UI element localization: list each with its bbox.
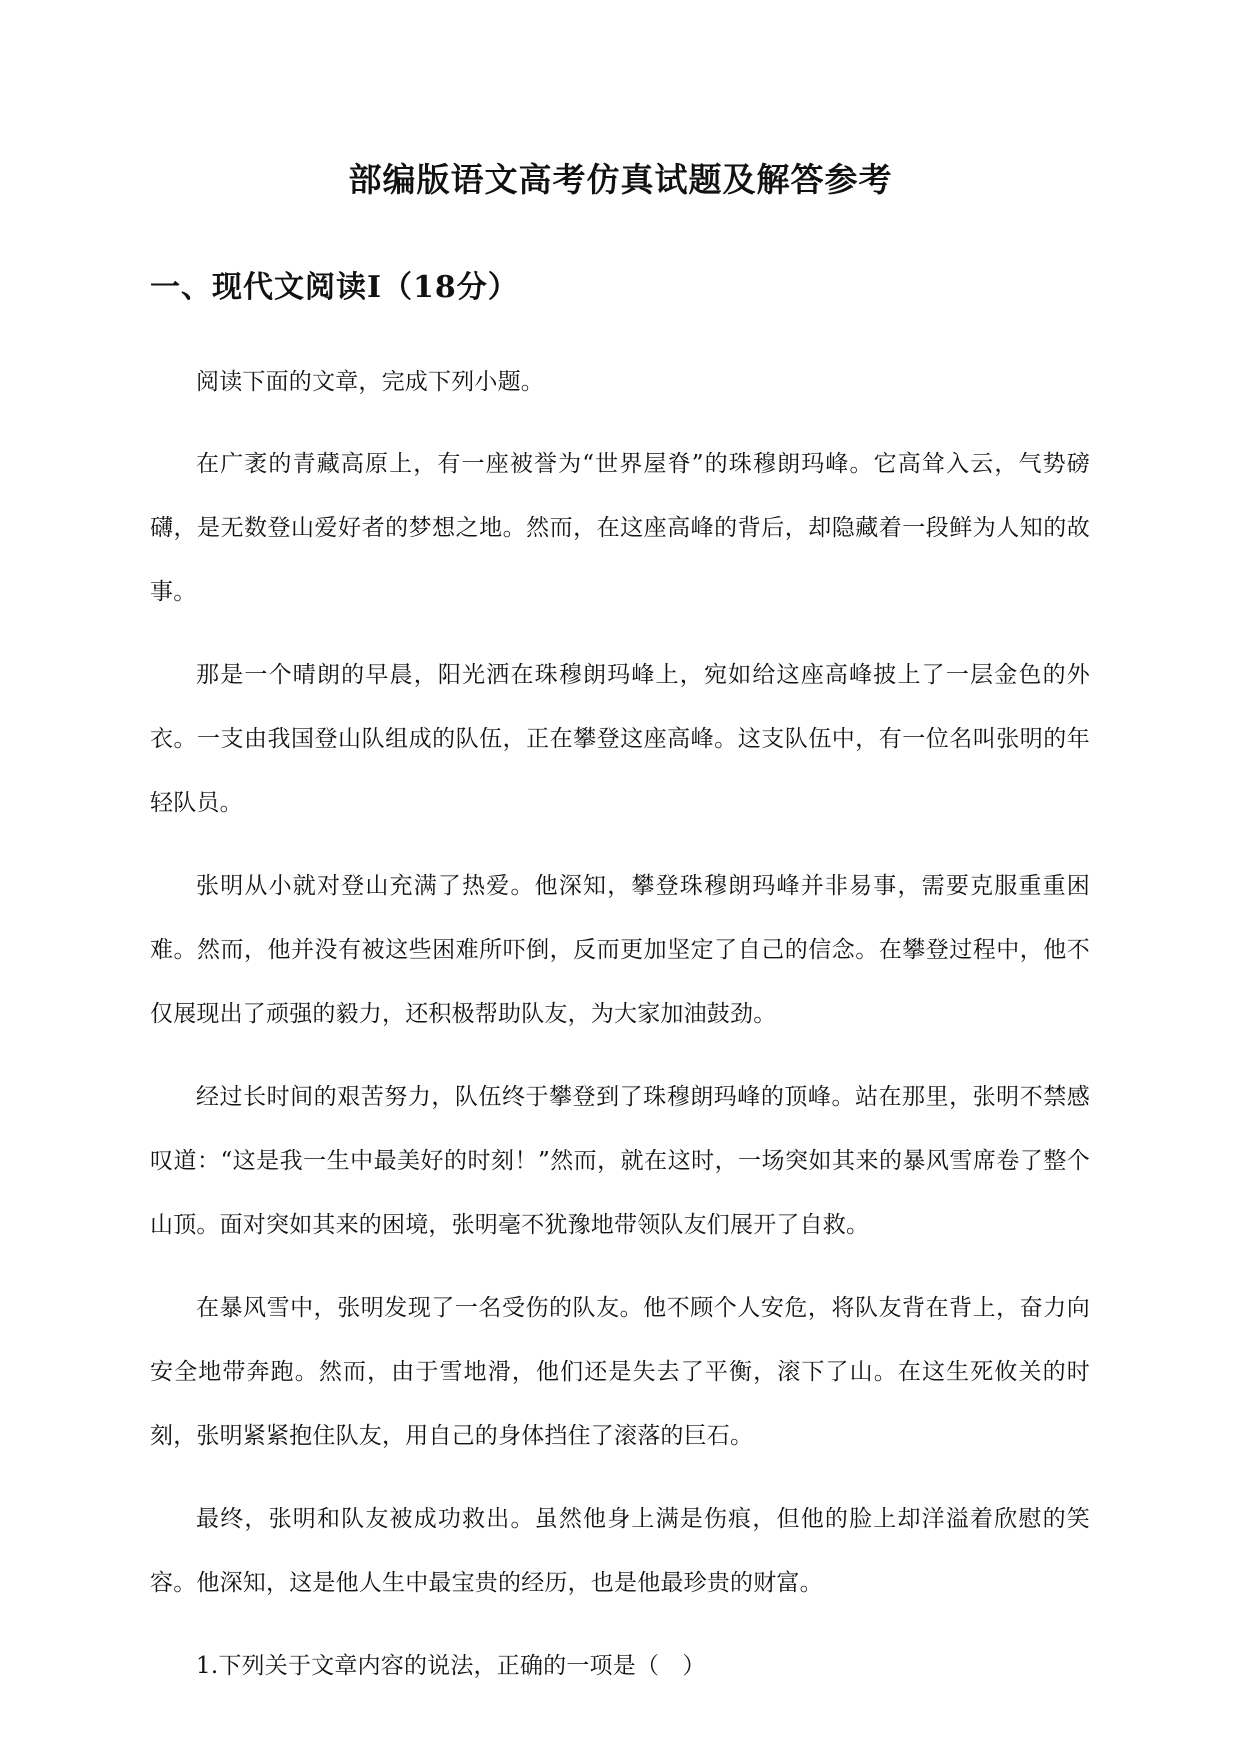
document-title: 部编版语文高考仿真试题及解答参考 [348,160,893,199]
passage-paragraph: 那是一个晴朗的早晨，阳光洒在珠穆朗玛峰上，宛如给这座高峰披上了一层金色的外衣。一支由我国登山队组成的队伍，正在攀登这座高峰。这支队伍中，有一位名叫张明的年轻队员。 [150,662,1090,816]
passage-paragraph: 在广袤的青藏高原上，有一座被誉为“世界屋脊”的珠穆朗玛峰。它高耸入云，气势磅礴，是无数登山爱好者的梦想之地。然而，在这座高峰的背后，却隐藏着一段鲜为人知的故事。 [150,451,1090,605]
passage-paragraph: 经过长时间的艰苦努力，队伍终于攀登到了珠穆朗玛峰的顶峰。站在那里，张明不禁感叹道：“这是我一生中最美好的时刻！”然而，就在这时，一场突如其来的暴风雪席卷了整个山顶。面对突如其来的困境，张明毫不犹豫地带领队友们展开了自救。 [150,1084,1090,1238]
passage-paragraph: 最终，张明和队友被成功救出。虽然他身上满是伤痕，但他的脸上却洋溢着欣慰的笑容。他深知，这是他人生中最宝贵的经历，也是他最珍贵的财富。 [150,1506,1090,1596]
reading-passage [150,350,1090,1717]
question-1-stem: 1.下列关于文章内容的说法，正确的一项是（ ） [196,1653,706,1679]
passage-paragraph: 在暴风雪中，张明发现了一名受伤的队友。他不顾个人安危，将队友背在背上，奋力向安全地带奔跑。然而，由于雪地滑，他们还是失去了平衡，滚下了山。在这生死攸关的时刻，张明紧紧抱住队友，用自己的身体挡住了滚落的巨石。 [150,1295,1090,1449]
passage-paragraph: 张明从小就对登山充满了热爱。他深知，攀登珠穆朗玛峰并非易事，需要克服重重困难。然而，他并没有被这些困难所吓倒，反而更加坚定了自己的信念。在攀登过程中，他不仅展现出了顽强的毅力，还积极帮助队友，为大家加油鼓劲。 [150,873,1090,1027]
section-heading: 一、现代文阅读Ⅰ（18分） [150,270,519,305]
instruction-text: 阅读下面的文章，完成下列小题。 [196,369,544,395]
